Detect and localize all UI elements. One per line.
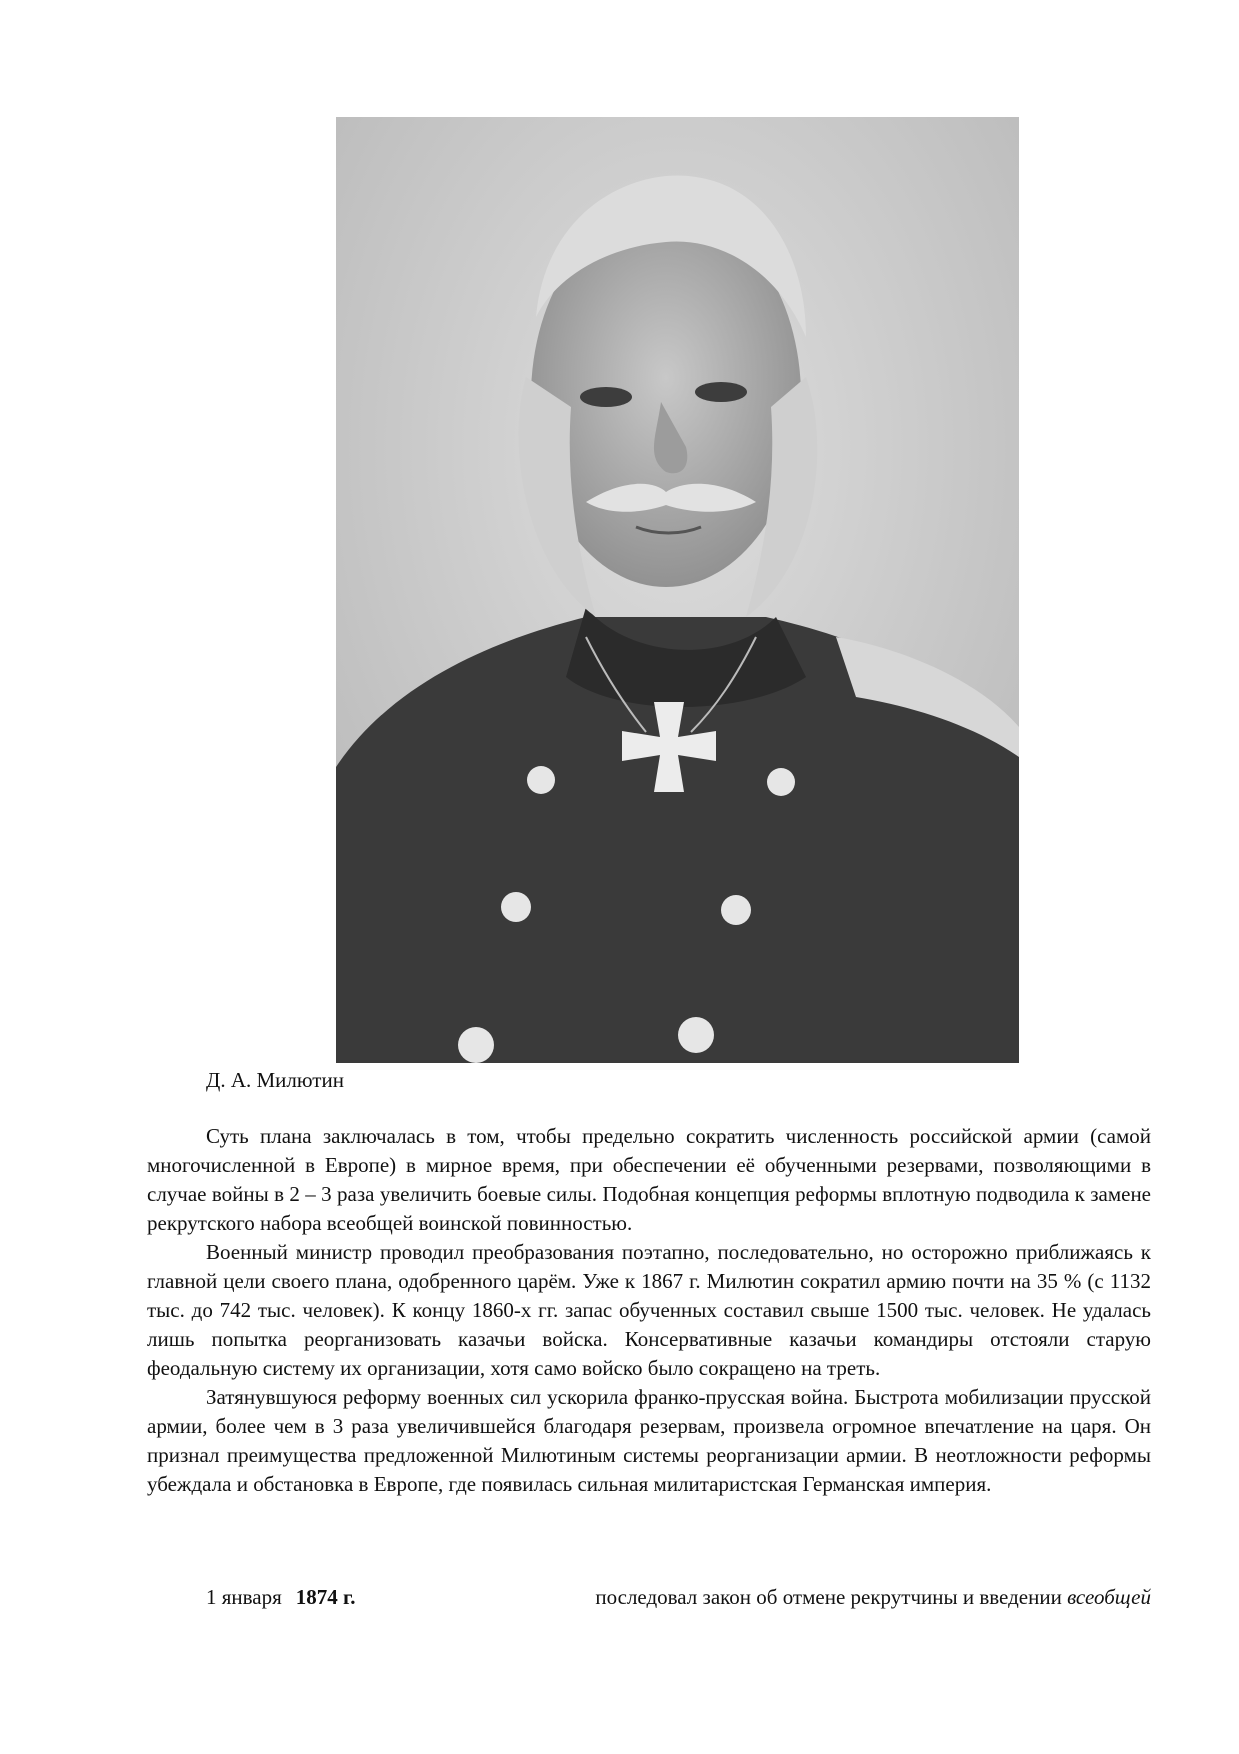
year-text <box>296 1583 356 1612</box>
year-bold: 1874 г. <box>295 1585 356 1609</box>
law-sentence: последовал закон об отмене рекрутчины и введении <box>595 1585 1062 1609</box>
date-text: 1 января <box>206 1585 282 1609</box>
italic-word: всеобщей <box>1067 1585 1151 1609</box>
portrait-illustration <box>336 117 1019 1063</box>
portrait-photo <box>336 117 1019 1063</box>
law-text <box>434 1583 1151 1612</box>
paragraph: Затянувшуюся реформу военных сил ускорила франко-прусская война. Быстрота мобилизации прусской армии, более чем в 3 раза увеличившейся благодаря резервам, произвела огромное впечатление на царя. Он признал преимущества предложенной Милютиным системы реорганизации армии. В неотложности реформы убеждала и обстановка в Европе, где появилась сильная милитаристская Германская империя. <box>147 1385 1151 1496</box>
paragraph: Суть плана заключалась в том, чтобы предельно сократить численность российской армии (самой многочисленной в Европе) в мирное время, при обеспечении её обученными резервами, позволяющими в случае войны в 2 – 3 раза увеличить боевые силы. Подобная концепция реформы вплотную подводила к замене рекрутского набора всеобщей воинской повинностью. <box>147 1124 1151 1235</box>
body-text <box>147 1122 1151 1499</box>
figure-caption: Д. А. Милютин <box>206 1068 344 1092</box>
paragraph: Военный министр проводил преобразования поэтапно, последовательно, но осторожно приближаясь к главной цели своего плана, одобренного царём. Уже к 1867 г. Милютин сократил армию почти на 35 % (с 1132 тыс. до 742 тыс. человек). К концу 1860-х гг. запас обученных составил свыше 1500 тыс. человек. Не удалась лишь попытка реорганизовать казачьи войска. Консервативные казачьи командиры отстояли старую феодальную систему их организации, хотя само войско было сокращено на треть. <box>147 1240 1151 1380</box>
